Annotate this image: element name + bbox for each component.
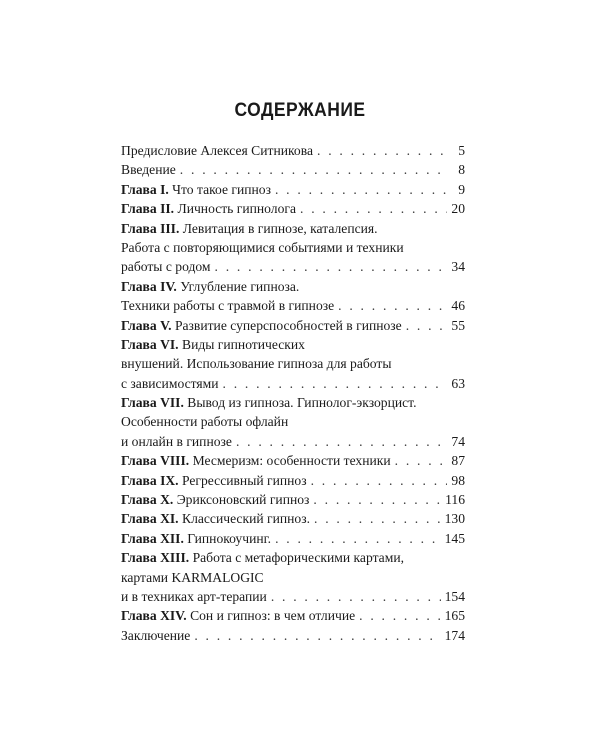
chapter-title: Введение [121,162,176,178]
chapter-title: картами KARMALOGIC [121,569,264,585]
toc-entry [121,238,465,257]
chapter-title: Углубление гипноза. [180,278,300,294]
page-number: 74 [451,433,465,449]
chapter-title: Особенности работы офлайн [121,414,289,430]
page-number: 9 [458,181,465,197]
toc-entry-text [121,412,288,431]
toc-entry [121,374,465,393]
toc-entry [121,316,465,335]
leader-dots [223,374,448,393]
toc-entry-text [121,471,307,490]
page-number: 20 [451,201,465,217]
page-number: 174 [444,627,465,643]
toc-entry [121,160,465,179]
leader-dots [406,316,447,335]
chapter-label: Глава VIII. [121,453,190,469]
chapter-title: Заключение [121,627,191,643]
toc-entry [121,451,465,470]
toc-entry [121,393,465,412]
toc-entry-text [121,548,404,567]
leader-dots [271,587,441,606]
chapter-title: Работа с повторяющимися событиями и техники [121,239,404,255]
chapter-title: Левитация в гипнозе, каталепсия. [182,220,378,236]
chapter-label: Глава XIV. [121,608,187,624]
chapter-title: внушений. Использование гипноза для работы [121,356,392,372]
chapter-label: Глава X. [121,492,174,508]
chapter-label: Глава I. [121,181,169,197]
leader-dots [395,451,447,470]
chapter-title: Работа с метафорическими картами, [192,550,404,566]
chapter-title: с зависимостями [121,375,219,391]
chapter-title: Развитие суперспособностей в гипнозе [174,317,402,333]
toc-entry-text [121,490,309,509]
toc-entry-text [121,354,391,373]
toc-entry [121,509,465,528]
page-number: 116 [445,492,465,508]
toc-entry [121,626,465,645]
toc-entry [121,296,465,315]
toc-entry-text [121,374,219,393]
toc-entry [121,606,465,625]
toc-entry-text [121,219,378,238]
leader-dots [236,432,447,451]
chapter-label: Глава V. [121,317,172,333]
toc-entry-text [121,529,271,548]
page-number: 8 [458,162,465,178]
chapter-title: Классический гипноз. [182,511,310,527]
toc-entry [121,354,465,373]
toc-entry-text [121,160,176,179]
chapter-label: Глава XIII. [121,550,190,566]
chapter-title: Что такое гипноз [172,181,271,197]
chapter-title: Виды гипнотических [182,336,305,352]
toc-entry-text [121,606,355,625]
page-number: 98 [451,472,465,488]
toc-entry-text [121,296,334,315]
chapter-label: Глава IX. [121,472,179,488]
chapter-title: Месмеризм: особенности техники [192,453,391,469]
chapter-label: Глава IV. [121,278,177,294]
chapter-title: Регрессивный гипноз [182,472,307,488]
page-number: 46 [451,298,465,314]
toc-entry-text [121,199,296,218]
toc-entry [121,568,465,587]
table-of-contents [121,141,465,645]
leader-dots [275,529,441,548]
page-number: 145 [444,530,465,546]
chapter-title: Вывод из гипноза. Гипнолог-экзорцист. [187,395,417,411]
toc-entry [121,529,465,548]
chapter-title: работы с родом [121,259,211,275]
toc-entry [121,199,465,218]
page-number: 130 [444,511,465,527]
toc-entry [121,412,465,431]
toc-entry-text [121,335,305,354]
chapter-title: Техники работы с травмой в гипнозе [121,298,335,314]
leader-dots [359,606,440,625]
page-number: 154 [444,588,465,604]
chapter-title: и в техниках арт-терапии [121,588,267,604]
leader-dots [194,626,440,645]
chapter-title: Эриксоновский гипноз [176,492,310,508]
chapter-label: Глава VII. [121,395,184,411]
chapter-title: Предисловие Алексея Ситникова [121,143,313,158]
toc-entry [121,141,465,160]
toc-entry [121,471,465,490]
toc-entry-text [121,451,391,470]
chapter-label: Глава VI. [121,336,179,352]
page-number: 5 [458,143,465,158]
chapter-title: и онлайн в гипнозе [121,433,232,449]
leader-dots [317,141,447,160]
leader-dots [311,471,447,490]
page-number: 87 [451,453,465,469]
toc-entry-text [121,316,402,335]
leader-dots [313,490,441,509]
toc-entry-text [121,587,267,606]
toc-entry-text [121,432,232,451]
toc-entry-text [121,568,264,587]
toc-entry-text [121,141,313,160]
leader-dots [215,257,447,276]
toc-entry [121,490,465,509]
chapter-label: Глава III. [121,220,180,236]
toc-entry [121,548,465,567]
leader-dots [314,509,441,528]
toc-entry [121,277,465,296]
toc-entry-text [121,180,271,199]
chapter-label: Глава XII. [121,530,184,546]
chapter-label: Глава XI. [121,511,179,527]
toc-entry [121,335,465,354]
leader-dots [275,180,447,199]
page-number: 63 [451,375,465,391]
chapter-title: Сон и гипноз: в чем отличие [190,608,356,624]
page-number: 55 [451,317,465,333]
leader-dots [300,199,447,218]
toc-entry-text [121,257,211,276]
toc-entry-text [121,626,190,645]
toc-entry-text [121,277,299,296]
page-number: 34 [451,259,465,275]
chapter-title: Личность гипнолога [177,201,296,217]
chapter-title: Гипнокоучинг. [187,530,272,546]
leader-dots [180,160,447,179]
toc-entry [121,587,465,606]
toc-entry [121,219,465,238]
page-title: СОДЕРЖАНИЕ [234,100,366,121]
page-number: 165 [444,608,465,624]
toc-entry-text [121,238,404,257]
toc-entry [121,257,465,276]
leader-dots [338,296,447,315]
toc-entry [121,432,465,451]
chapter-label: Глава II. [121,201,175,217]
toc-entry [121,180,465,199]
toc-entry-text [121,509,310,528]
toc-entry-text [121,393,416,412]
